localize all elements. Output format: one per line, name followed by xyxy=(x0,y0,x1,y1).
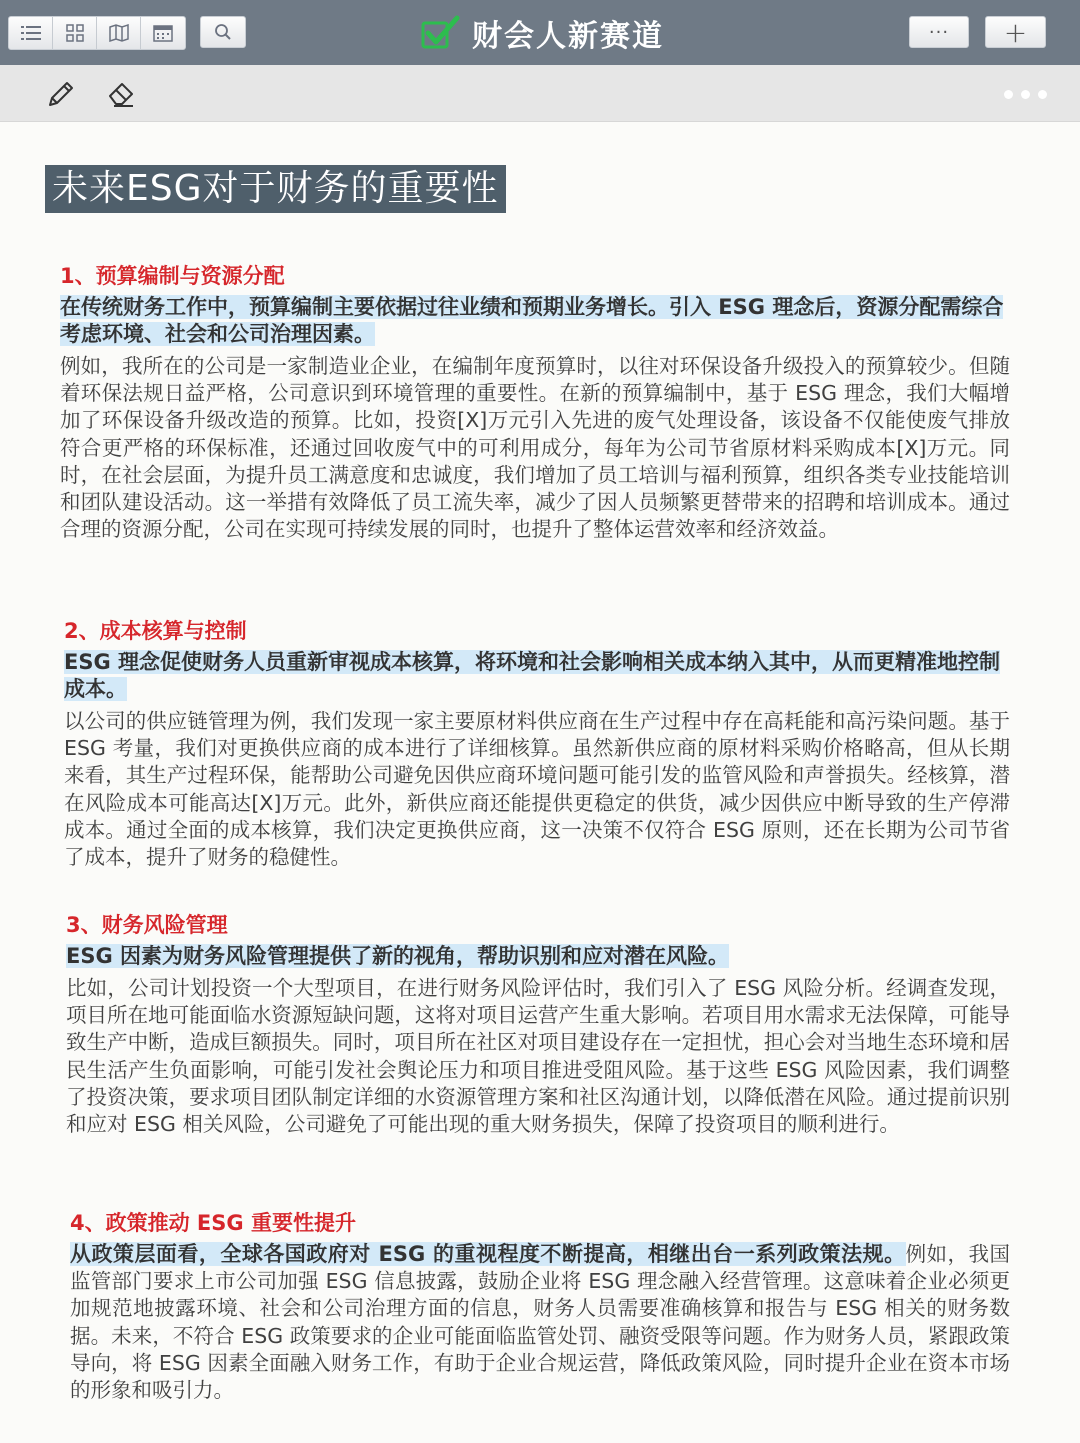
section-heading: 2、成本核算与控制 xyxy=(64,619,247,643)
edit-toolbar xyxy=(0,65,1080,122)
grid-view-button[interactable] xyxy=(53,17,97,49)
section-lead xyxy=(66,943,1010,970)
section-heading: 4、政策推动 ESG 重要性提升 xyxy=(70,1211,356,1235)
highlighted-lead: 从政策层面看，全球各国政府对 ESG 的重视程度不断提高，相继出台一系列政策法规。 xyxy=(70,1242,906,1266)
section-body: 例如，我所在的公司是一家制造业企业，在编制年度预算时，以往对环保设备升级投入的预算较少。但随着环保法规日益严格，公司意识到环境管理的重要性。在新的预算编制中，基于 ESG 理念，我们大幅增加了环保设备升级改造的预算。比如，投资[X]万元引入先进的废气处理设备，该设备不仅能使废气排放符合更严格的环保标准，还通过回收废气中的可利用成分，每年为公司节省原材料采购成本[X]万元。同时，在社会层面，为提升员工满意度和忠诚度，我们增加了员工培训与福利预算，组织各类专业技能培训和团队建设活动。这一举措有效降低了员工流失率，减少了因人员频繁更替带来的招聘和培训成本。通过合理的资源分配，公司在实现可持续发展的同时，也提升了整体运营效率和经济效益。 xyxy=(60,354,1010,542)
map-view-button[interactable] xyxy=(97,17,141,49)
highlighted-lead: ESG 因素为财务风险管理提供了新的视角，帮助识别和应对潜在风险。 xyxy=(66,944,730,968)
highlighted-lead: ESG 理念促使财务人员重新审视成本核算，将环境和社会影响相关成本纳入其中，从而更精准地控制成本。 xyxy=(64,650,1001,701)
calendar-icon xyxy=(153,24,173,42)
search-button[interactable] xyxy=(200,16,246,48)
list-view-button[interactable] xyxy=(9,17,53,49)
view-switcher xyxy=(8,16,186,50)
section-risk xyxy=(66,911,1010,1138)
section-budget xyxy=(60,262,1010,543)
section-body: 以公司的供应链管理为例，我们发现一家主要原材料供应商在生产过程中存在高耗能和高污染问题。基于 ESG 考量，我们对更换供应商的成本进行了详细核算。虽然新供应商的原材料采购价格略高，但从长期来看，其生产过程环保，能帮助公司避免因供应商环境问题可能引发的监管风险和声誉损失。经核算，潜在风险成本可能高达[X]万元。此外，新供应商还能提供更稳定的供货，减少因供应中断导致的生产停滞成本。通过全面的成本核算，我们决定更换供应商，这一决策不仅符合 ESG 原则，还在长期为公司节省了成本，提升了财务的稳健性。 xyxy=(64,709,1010,870)
highlighted-lead: 在传统财务工作中，预算编制主要依据过往业绩和预期业务增长。引入 ESG 理念后，资源分配需综合考虑环境、社会和公司治理因素。 xyxy=(60,295,1004,346)
section-lead xyxy=(60,294,1010,348)
document-title: 未来ESG对于财务的重要性 xyxy=(45,165,506,213)
app-title xyxy=(420,10,664,56)
search-icon xyxy=(214,23,232,41)
eraser-button[interactable] xyxy=(106,79,136,109)
section-lead xyxy=(64,649,1010,703)
more-button[interactable]: ··· xyxy=(909,16,969,48)
section-body: 例如，我国监管部门要求上市公司加强 ESG 信息披露，鼓励企业将 ESG 理念融入经营管理。这意味着企业必须更加规范地披露环境、社会和公司治理方面的信息，财务人员需要准确核算和报告与 ESG 相关的财务数据。未来，不符合 ESG 政策要求的企业可能面临监管处罚、融资受限等问题。作为财务人员，紧跟政策导向，将 ESG 因素全面融入财务工作，有助于企业合规运营，降低政策风险，同时提升企业在资本市场的形象和吸引力。 xyxy=(70,1242,1010,1403)
more-dots-icon[interactable] xyxy=(1004,90,1047,99)
title-bar xyxy=(0,0,1080,65)
section-heading: 3、财务风险管理 xyxy=(66,913,228,937)
grid-icon xyxy=(66,24,84,42)
pencil-icon xyxy=(46,79,76,109)
section-heading: 1、预算编制与资源分配 xyxy=(60,264,285,288)
section-body: 比如，公司计划投资一个大型项目，在进行财务风险评估时，我们引入了 ESG 风险分析。经调查发现，项目所在地可能面临水资源短缺问题，这将对项目运营产生重大影响。若项目用水需求无法保障，可能导致生产中断，造成巨额损失。同时，项目所在社区对项目建设存在一定担忧，担心会对当地生态环境和居民生活产生负面影响，可能引发社会舆论压力和项目推进受阻风险。基于这些 ESG 风险因素，我们调整了投资决策，要求项目团队制定详细的水资源管理方案和社区沟通计划，以降低潜在风险。通过提前识别和应对 ESG 相关风险，公司避免了可能出现的重大财务损失，保障了投资项目的顺利进行。 xyxy=(66,976,1010,1137)
checkmark-icon xyxy=(420,15,460,51)
section-cost xyxy=(64,617,1010,871)
section-body-combined xyxy=(70,1241,1010,1404)
app-title-text: 财会人新赛道 xyxy=(472,19,664,54)
add-button[interactable]: + xyxy=(985,16,1046,48)
map-icon xyxy=(109,24,129,42)
list-icon xyxy=(21,25,41,41)
calendar-view-button[interactable] xyxy=(141,17,185,49)
pencil-button[interactable] xyxy=(46,79,76,109)
section-policy xyxy=(70,1209,1010,1404)
eraser-icon xyxy=(106,79,136,109)
